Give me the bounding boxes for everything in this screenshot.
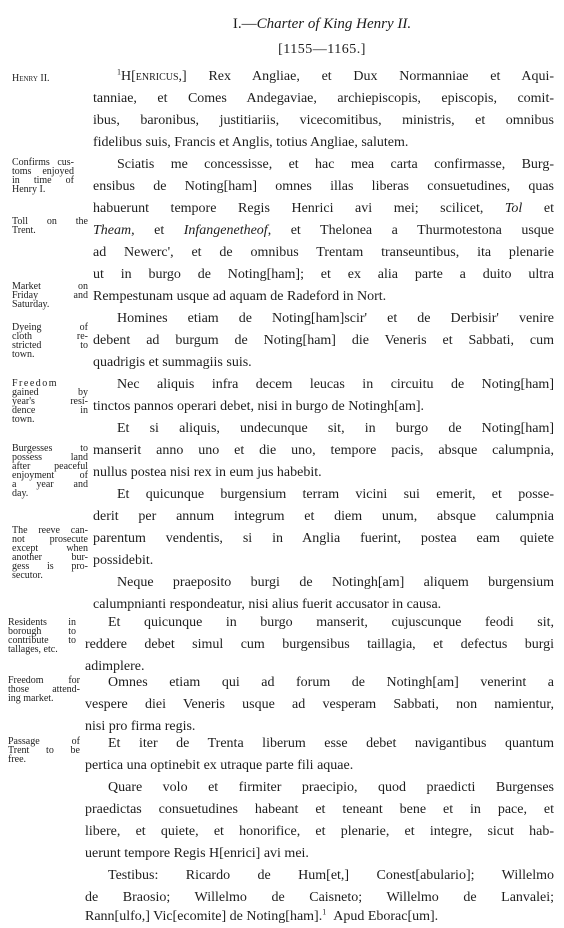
text-line: tinctos pannos operari debet, nisi in burgo de Notingh[am]. — [93, 399, 425, 414]
text-line: reddere debet simul cum burgensibus taillagia, et defectus burgi — [85, 637, 554, 652]
text-line: Rann[ulfo,] Vic[ecomite] de Noting[ham].$^1$ Apud Eborac[um]. — [85, 907, 439, 924]
margin-note-freedom: Freedom — [12, 378, 59, 389]
text-line: $^1$H[enricus,] Rex Angliae, et Dux Normanniae et Aqui- — [117, 67, 554, 84]
charter-heading — [0, 16, 564, 33]
text-line: debent ad burgum de Noting[ham] die Veneris et Sabbati, cum — [93, 333, 554, 348]
text-line: manserit anno uno et die uno, tempore pacis, absque calumpnia, — [93, 443, 554, 458]
margin-note-residents: Residents in — [8, 617, 76, 628]
text-line: parentum vendentis, si in Anglia fuerint, postea eam quiete — [93, 531, 554, 546]
margin-note-passage: Passage of — [8, 736, 80, 747]
text-line: fidelibus suis, Francis et Anglis, totius Angliae, salutem. — [93, 135, 409, 150]
text-line: calumpnianti respondeatur, nisi alius fuerit accusator in causa. — [93, 597, 442, 612]
text-line: Homines etiam de Noting[ham]scir' et de Derbisir' venire — [117, 311, 554, 326]
text-line: uerunt tempore Regis H[enrici] avi mei. — [85, 846, 309, 861]
text-line: derit per annum integrum et diem unum, absque calumpnia — [93, 509, 554, 524]
text-line: pertica una optinebit ex utraque parte fili aquae. — [85, 758, 354, 773]
text-line: nullus postea nisi rex in eum jus habebit. — [93, 465, 322, 480]
margin-note-dyeing: Dyeing of — [12, 322, 88, 333]
text-line: Omnes etiam qui ad forum de Notingh[am] venerint a — [108, 675, 554, 690]
text-line: nisi pro firma regis. — [85, 719, 196, 734]
text-line: adimplere. — [85, 659, 145, 674]
charter-title: Charter of King Henry II. — [256, 16, 412, 32]
text-line: Et quicunque in burgo manserit, cujuscunque feodi sit, — [108, 615, 554, 630]
charter-number: I.— — [232, 16, 257, 32]
margin-note-freedom-market: Freedom for — [8, 675, 80, 686]
text-line: quadrigis et summagiis suis. — [93, 355, 252, 370]
text-line: possidebit. — [93, 553, 154, 568]
margin-note-market: Market on — [12, 281, 88, 292]
text-line: de Braosio; Willelmo de Caisneto; Willelmo de Lanvalei; — [85, 890, 554, 905]
text-line: Testibus: Ricardo de Hum[et,] Conest[abulario]; Willelmo — [108, 868, 554, 883]
text-line: ibus, baronibus, justitiariis, vicecomitibus, ministris, et omnibus — [93, 113, 554, 128]
text-line: Et iter de Trenta liberum esse debet navigantibus quantum — [108, 736, 554, 751]
text-line: Sciatis me concessisse, et hac mea carta confirmasse, Burg- — [117, 157, 554, 172]
text-line: libere, et quiete, et honorifice, et plenarie, et integre, sicut hab- — [85, 824, 554, 839]
margin-note-confirms: Confirms cus- — [12, 157, 74, 168]
text-line: Rempestunam usque ad aquam de Radeford in Nort. — [93, 289, 387, 304]
margin-note-henry: Henry II. — [12, 73, 50, 84]
margin-note-burgesses: Burgesses to — [12, 443, 88, 454]
margin-note-reeve: The reeve can- — [12, 525, 88, 536]
text-line: Quare volo et firmiter praecipio, quod praedicti Burgenses — [108, 780, 554, 795]
text-line: vespere diei Veneris usque ad vesperam Sabbati, non namientur, — [85, 697, 554, 712]
text-line: Et si aliquis, undecunque sit, in burgo de Noting[ham] — [117, 421, 554, 436]
text-line: habuerunt tempore Regis Henrici avi mei; scilicet, Tol et — [93, 201, 554, 216]
text-line: Theam, et Infangenetheof, et Thelonea a Thurmotestona usque — [93, 223, 554, 238]
margin-note-toll: Toll on the — [12, 216, 88, 227]
text-line: Neque praeposito burgi de Notingh[am] aliquem burgensium — [117, 575, 554, 590]
text-line: ut in burgo de Noting[ham]; et ex alia parte a duito ultra — [93, 267, 554, 282]
charter-dates: [1155—1165.] — [278, 42, 366, 57]
text-line: Et quicunque burgensium terram vicini sui emerit, et posse- — [117, 487, 554, 502]
text-line: Nec aliquis infra decem leucas in circuitu de Noting[ham] — [117, 377, 554, 392]
text-line: tanniae, et Comes Andegaviae, archiepiscopis, episcopis, comit- — [93, 91, 554, 106]
text-line: praedictas consuetudines habeant et teneant bene et in pace, et — [85, 802, 554, 817]
text-line: ad Newerc', et de omnibus Trentam transeuntibus, ita plenarie — [93, 245, 554, 260]
text-line: ensibus de Noting[ham] omnes illas liberas consuetudines, quas — [93, 179, 554, 194]
